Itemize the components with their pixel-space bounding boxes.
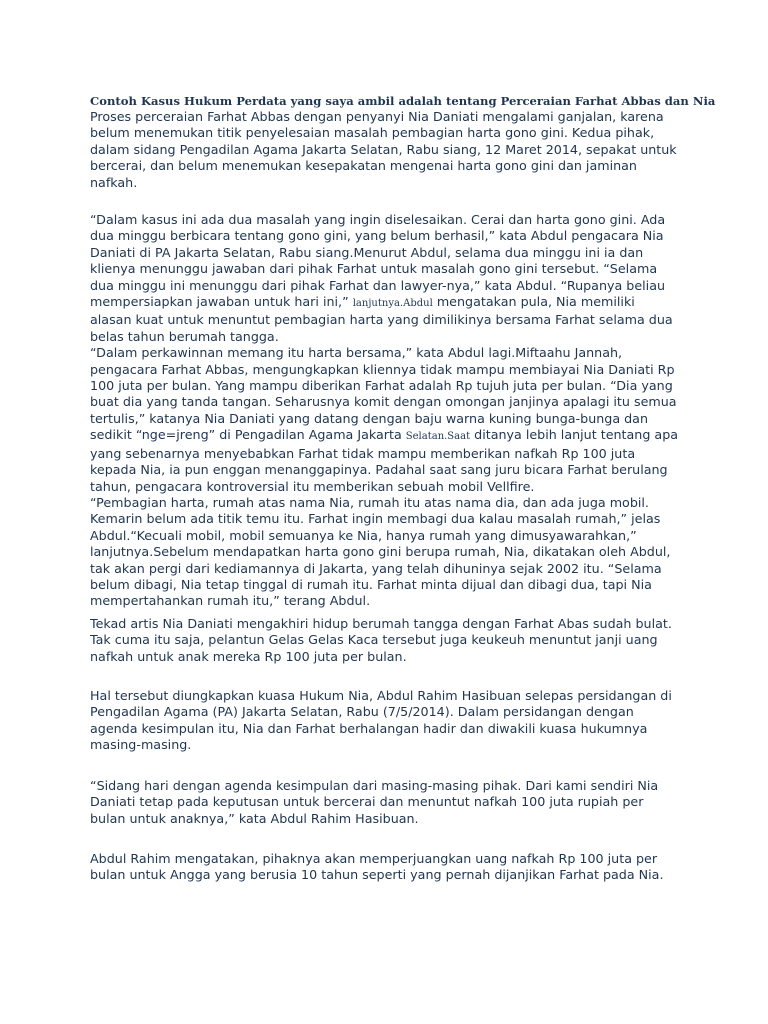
paragraph-line: Daniati di PA Jakarta Selatan, Rabu siang.Menurut Abdul, selama dua minggu ini ia dan [90,244,644,260]
paragraph-line: dalam sidang Pengadilan Agama Jakarta Selatan, Rabu siang, 12 Maret 2014, sepakat untuk [90,141,677,157]
paragraph-line: “Dalam kasus ini ada dua masalah yang ingin diselesaikan. Cerai dan harta gono gini. Ada [90,212,666,227]
paragraph-2 [90,212,680,610]
paragraph-line: Pengadilan Agama (PA) Jakarta Selatan, Rabu (7/5/2014). Dalam persidangan dengan [90,704,634,720]
text-run: mengatakan pula, Nia memiliki [432,294,635,310]
paragraph-line: lanjutnya.Sebelum mendapatkan harta gono gini berupa rumah, Nia, dikatakan oleh Abdul, [90,544,671,560]
paragraph-line: “Pembagian harta, rumah atas nama Nia, rumah itu atas nama dia, dan ada juga mobil. [90,494,649,510]
paragraph-line: agenda kesimpulan itu, Nia dan Farhat berhalangan hadir dan diwakili kuasa hukumnya [90,720,648,736]
paragraph-line: dua minggu berbicara tentang gono gini, yang belum berhasil,” kata Abdul pengacara Nia [90,228,664,244]
paragraph-line: pengacara Farhat Abbas, mengungkapkan kliennya tidak mampu membiayai Nia Daniati Rp [90,361,675,377]
paragraph-line: Daniati tetap pada keputusan untuk bercerai dan menuntut nafkah 100 juta rupiah per [90,794,644,810]
paragraph-line: “Sidang hari dengan agenda kesimpulan dari masing-masing pihak. Dari kami sendiri Nia [90,778,659,793]
text-run-serif: lanjutnya.Abdul [352,298,433,310]
paragraph-line [90,427,680,445]
paragraph-line: belum dibagi, Nia tetap tinggal di rumah itu. Farhat minta dijual dan dibagi dua, tapi Nia [90,576,652,592]
paragraph-3 [90,616,680,665]
paragraph-line: Abdul Rahim mengatakan, pihaknya akan memperjuangkan uang nafkah Rp 100 juta per [90,851,658,866]
paragraph-line: bercerai, dan belum menemukan kesepakatan mengenai harta gono gini dan jaminan [90,158,637,174]
paragraph-line: buat dia yang tanda tangan. Seharusnya komit dengan omongan janjinya apalagi itu semua [90,394,677,410]
paragraph-line: Tak cuma itu saja, pelantun Gelas Gelas Kaca tersebut juga keukeuh menuntut janji uang [90,632,658,648]
text-run: ditanya lebih lanjut tentang apa [470,427,679,443]
paragraph-line: nafkah. [90,174,138,190]
paragraph-line: alasan kuat untuk menuntut pembagian harta yang dimilikinya bersama Farhat selama dua [90,312,673,328]
paragraph-line: Hal tersebut diungkapkan kuasa Hukum Nia, Abdul Rahim Hasibuan selepas persidangan di [90,688,672,703]
paragraph-line: nafkah untuk anak mereka Rp 100 juta per bulan. [90,648,407,664]
text-run: mempersiapkan jawaban untuk hari ini,” [90,294,349,310]
paragraph-5 [90,778,680,827]
paragraph-line: belum menemukan titik penyelesaian masalah pembagian harta gono gini. Kedua pihak, [90,125,655,141]
document-heading: Contoh Kasus Hukum Perdata yang saya ambil adalah tentang Perceraian Farhat Abbas dan Nia [90,94,716,108]
paragraph-line: tahun, pengacara kontroversial itu memberikan sebuah mobil Vellfire. [90,478,535,494]
paragraph-line: Kemarin belum ada titik temu itu. Farhat ingin membagi dua kalau masalah rumah,” jelas [90,511,661,527]
paragraph-line: “Dalam perkawinnan memang itu harta bersama,” kata Abdul lagi.Miftaahu Jannah, [90,345,623,361]
paragraph-line: klienya menunggu jawaban dari pihak Farhat untuk masalah gono gini tersebut. “Selama [90,261,658,277]
paragraph-line: belas tahun berumah tangga. [90,328,279,344]
paragraph-line: kepada Nia, ia pun enggan menanggapinya. Padahal saat sang juru bicara Farhat berulang [90,462,668,478]
paragraph-line: mempertahankan rumah itu,” terang Abdul. [90,593,371,609]
paragraph-line: tertulis,” katanya Nia Daniati yang datang dengan baju warna kuning bunga-bunga dan [90,410,649,426]
paragraph-line [90,294,680,312]
paragraph-line: Proses perceraian Farhat Abbas dengan penyanyi Nia Daniati mengalami ganjalan, karena [90,109,664,124]
paragraph-line: bulan untuk anaknya,” kata Abdul Rahim Hasibuan. [90,810,419,826]
text-run: sedikit “nge=jreng” di Pengadilan Agama Jakarta [90,427,406,443]
paragraph-line: Abdul.“Kecuali mobil, mobil semuanya ke Nia, hanya rumah yang dimusyawarahkan,” [90,527,637,543]
paragraph-line: tak akan pergi dari kediamannya di Jakarta, yang telah dihuninya sejak 2002 itu. “Selama [90,560,662,576]
paragraph-line: masing-masing. [90,737,192,753]
paragraph-4 [90,688,680,754]
paragraph-1 [90,109,680,191]
paragraph-line: dua minggu ini menunggu dari pihak Farhat dan lawyer-nya,” kata Abdul. “Rupanya beliau [90,277,666,293]
text-run-serif: Selatan.Saat [405,431,471,443]
paragraph-line: yang sebenarnya menyebabkan Farhat tidak mampu memberikan nafkah Rp 100 juta [90,445,636,461]
paragraph-line: bulan untuk Angga yang berusia 10 tahun seperti yang pernah dijanjikan Farhat pada Nia. [90,867,664,883]
paragraph-6 [90,851,680,884]
paragraph-line: Tekad artis Nia Daniati mengakhiri hidup berumah tangga dengan Farhat Abas sudah bulat. [90,616,672,631]
paragraph-line: 100 juta per bulan. Yang mampu diberikan Farhat adalah Rp tujuh juta per bulan. “Dia yang [90,378,673,394]
